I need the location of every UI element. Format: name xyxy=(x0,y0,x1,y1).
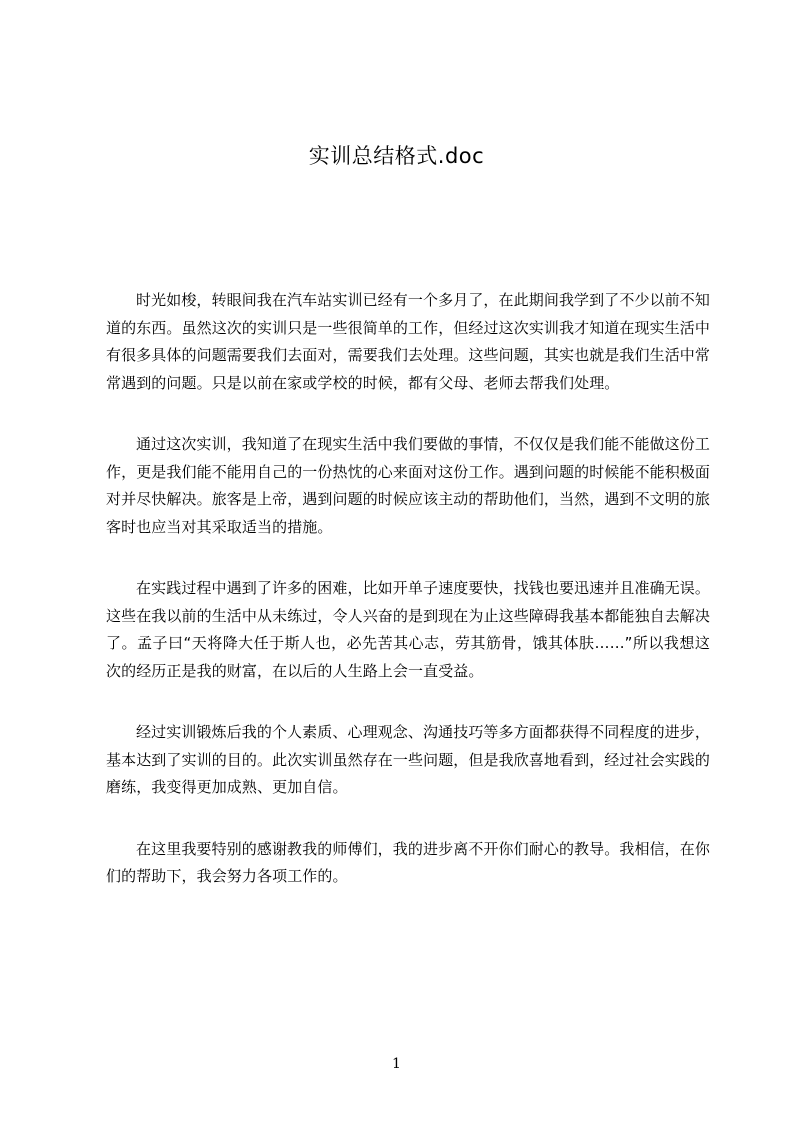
paragraph-4: 经过实训锻炼后我的个人素质、心理观念、沟通技巧等多方面都获得不同程度的进步，基本达到了实训的目的。此次实训虽然存在一些问题，但是我欣喜地看到，经过社会实践的磨练，我变得更加成熟、更加自信。 xyxy=(106,723,711,796)
paragraph-3: 在实践过程中遇到了许多的困难，比如开单子速度要快，找钱也要迅速并且准确无误。这些在我以前的生活中从未练过，令人兴奋的是到现在为止这些障碍我基本都能独自去解决了。孟子曰“天将降大任于斯人也，必先苦其心志，劳其筋骨，饿其体肤……”所以我想这次的经历正是我的财富，在以后的人生路上会一直受益。 xyxy=(106,579,711,680)
document-body xyxy=(106,287,710,925)
paragraph-1: 时光如梭，转眼间我在汽车站实训已经有一个多月了，在此期间我学到了不少以前不知道的东西。虽然这次的实训只是一些很简单的工作，但经过这次实训我才知道在现实生活中有很多具体的问题需要我们去面对，需要我们去处理。这些问题，其实也就是我们生活中常常遇到的问题。只是以前在家或学校的时候，都有父母、老师去帮我们处理。 xyxy=(106,291,711,392)
document-title: 实训总结格式.doc xyxy=(308,144,485,168)
paragraph-2: 通过这次实训，我知道了在现实生活中我们要做的事情，不仅仅是我们能不能做这份工作，更是我们能不能用自己的一份热忱的心来面对这份工作。遇到问题的时候能不能积极面对并尽快解决。旅客是上帝，遇到问题的时候应该主动的帮助他们，当然，遇到不文明的旅客时也应当对其采取适当的措施。 xyxy=(106,435,711,536)
page-number: 1 xyxy=(392,1056,401,1072)
paragraph-5: 在这里我要特别的感谢教我的师傅们，我的进步离不开你们耐心的教导。我相信，在你们的帮助下，我会努力各项工作的。 xyxy=(106,839,710,885)
